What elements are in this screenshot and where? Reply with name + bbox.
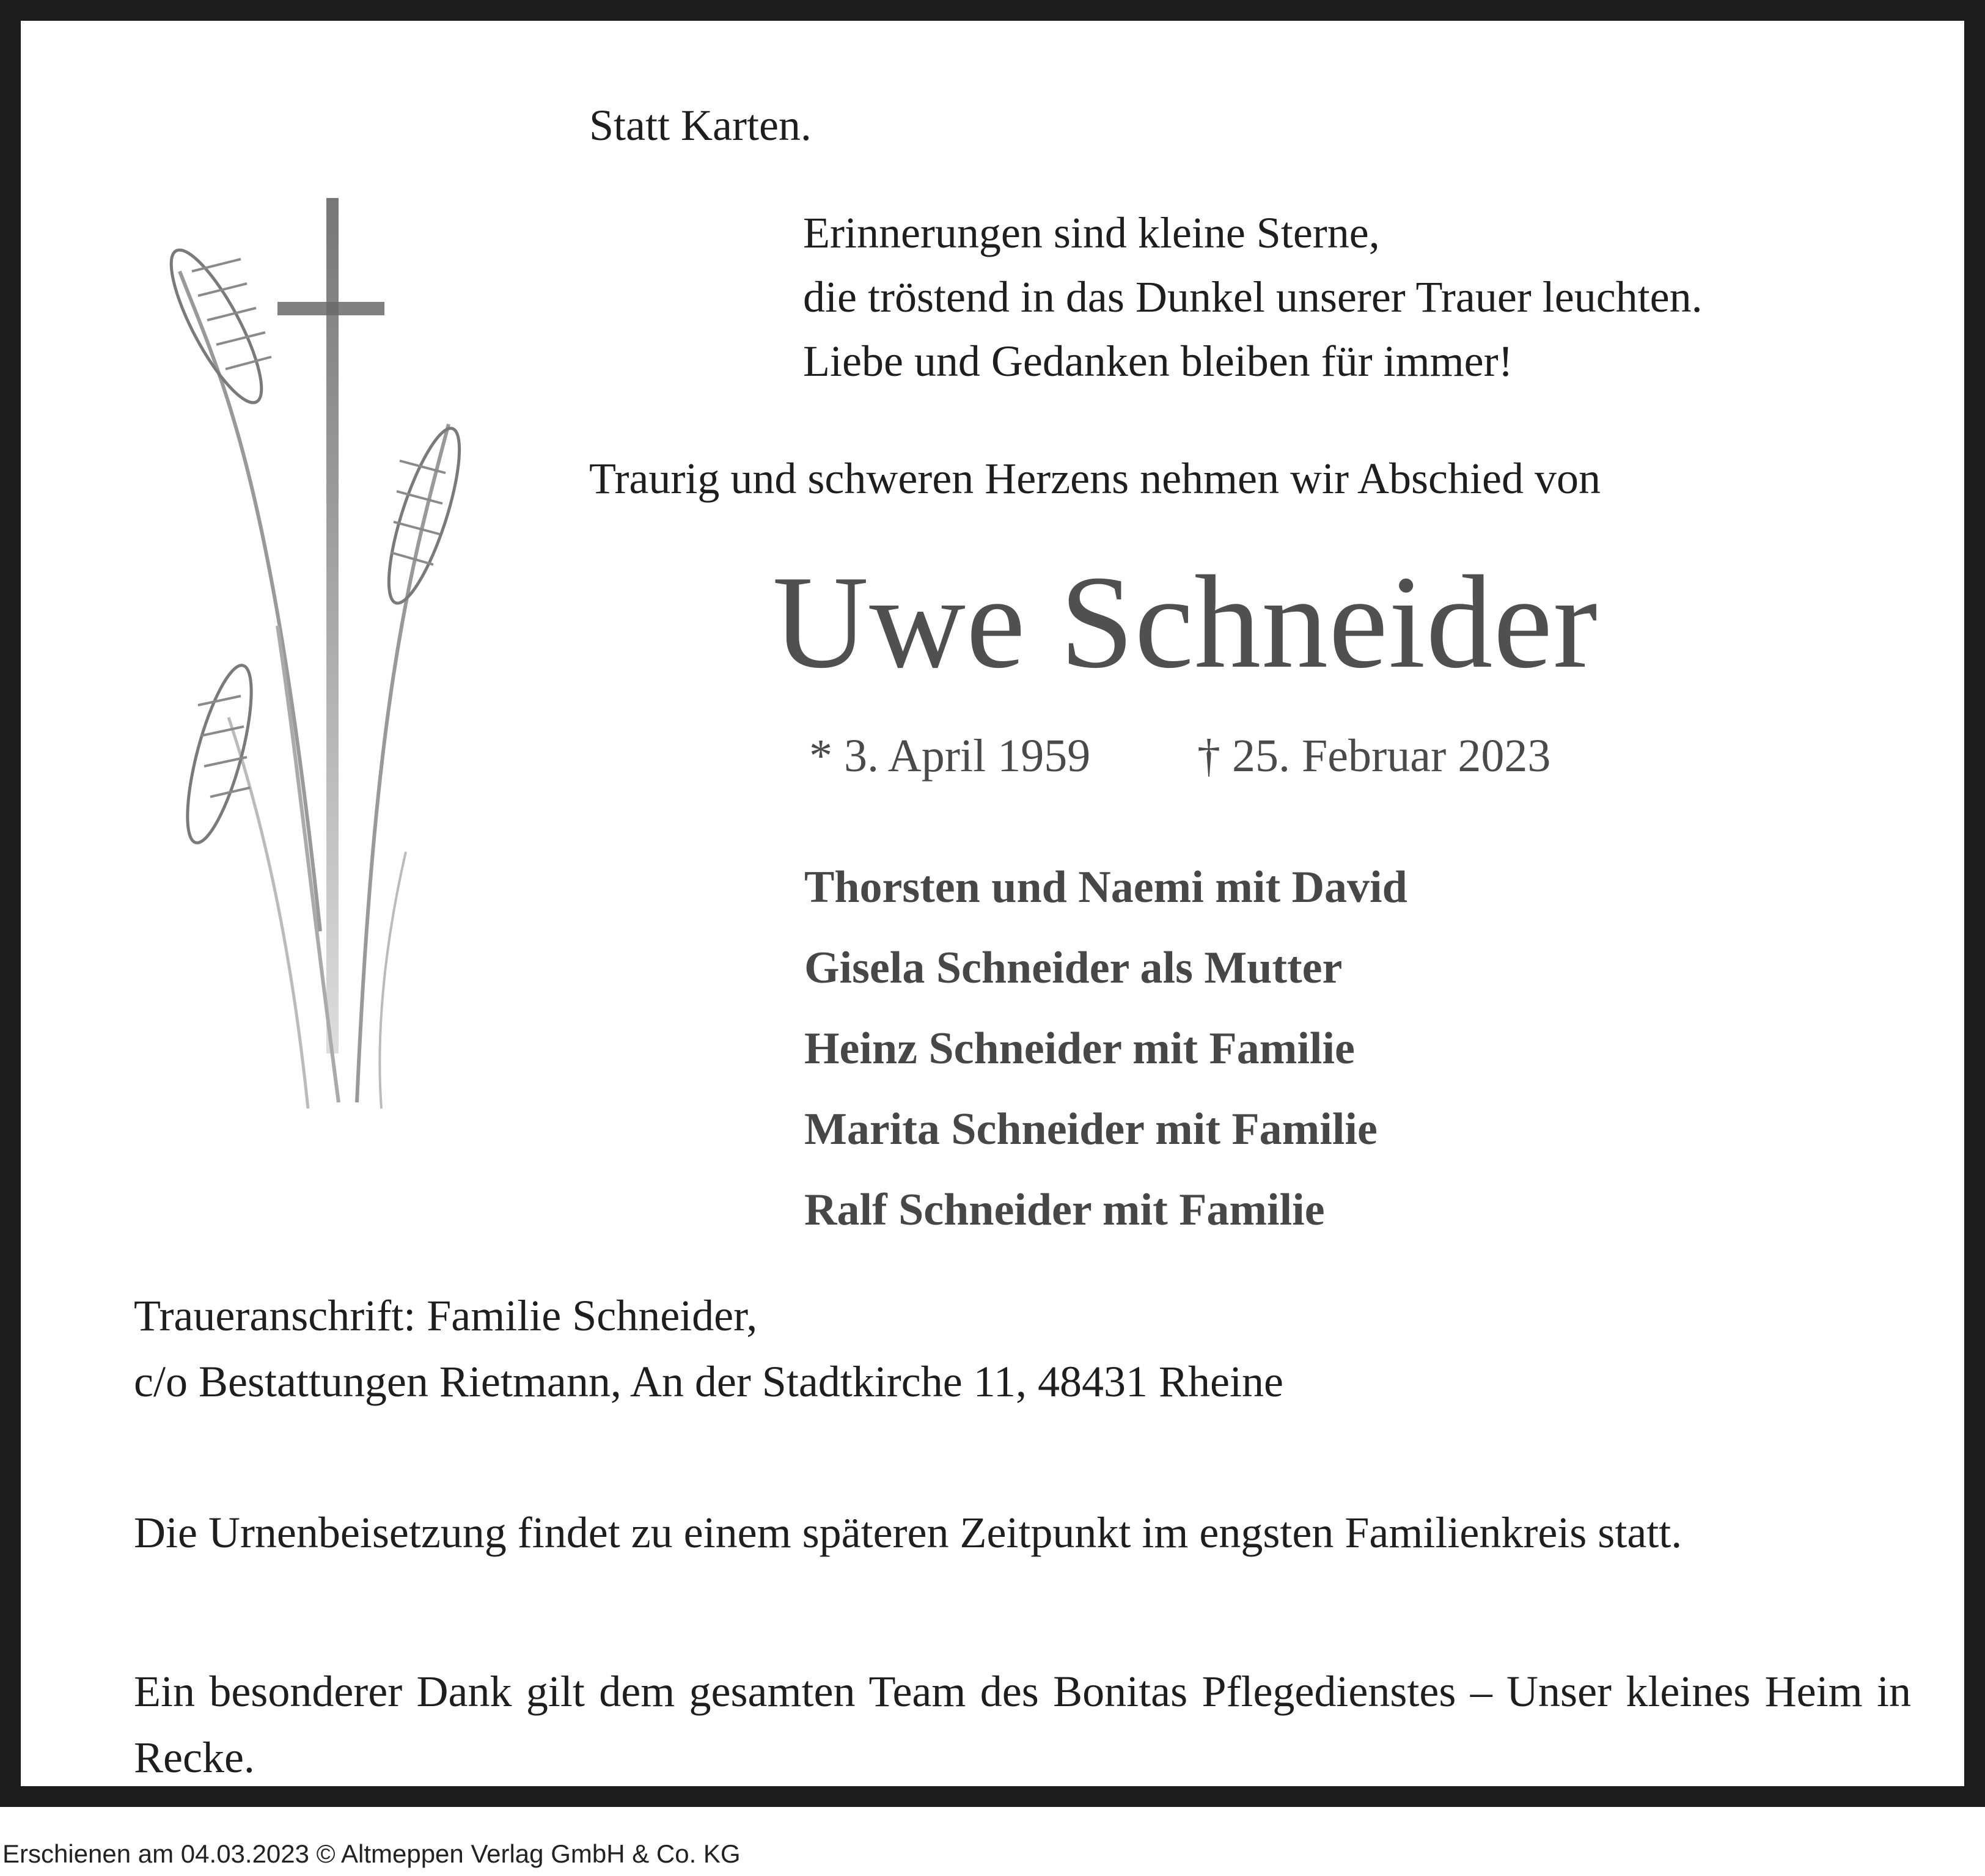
poem-line: Liebe und Gedanken bleiben für immer! bbox=[803, 337, 1513, 386]
mourners-list bbox=[804, 847, 1407, 1250]
address-line: Traueranschrift: Familie Schneider, bbox=[134, 1291, 758, 1340]
burial-note: Die Urnenbeisetzung findet zu einem späteren Zeitpunkt im engsten Familienkreis statt. bbox=[134, 1508, 1682, 1557]
thanks-note: Ein besonderer Dank gilt dem gesamten Team des Bonitas Pflegedienstes – Unser kleines Heim in Recke. bbox=[134, 1667, 1911, 1782]
cross-with-wheat-icon bbox=[155, 198, 497, 1115]
header-statt-karten: Statt Karten. bbox=[589, 101, 812, 150]
death-date: † 25. Februar 2023 bbox=[1197, 730, 1551, 782]
address-line: c/o Bestattungen Rietmann, An der Stadtkirche 11, 48431 Rheine bbox=[134, 1357, 1283, 1406]
poem-line: Erinnerungen sind kleine Sterne, bbox=[803, 208, 1380, 257]
deceased-name: Uwe Schneider bbox=[772, 549, 1598, 696]
mourning-address bbox=[134, 1283, 1283, 1415]
mourner-entry: Ralf Schneider mit Familie bbox=[804, 1185, 1325, 1235]
poem bbox=[803, 201, 1703, 394]
farewell-intro: Traurig und schweren Herzens nehmen wir Abschied von bbox=[589, 454, 1601, 503]
mourner-entry: Heinz Schneider mit Familie bbox=[804, 1024, 1355, 1074]
mourner-entry: Gisela Schneider als Mutter bbox=[804, 943, 1343, 993]
publication-footer: Erschienen am 04.03.2023 © Altmeppen Verlag GmbH & Co. KG bbox=[2, 1839, 741, 1868]
poem-line: die tröstend in das Dunkel unserer Trauer leuchten. bbox=[803, 273, 1703, 321]
mourner-entry: Marita Schneider mit Familie bbox=[804, 1104, 1378, 1154]
mourner-entry: Thorsten und Naemi mit David bbox=[804, 862, 1407, 912]
birth-date: * 3. April 1959 bbox=[809, 730, 1091, 782]
